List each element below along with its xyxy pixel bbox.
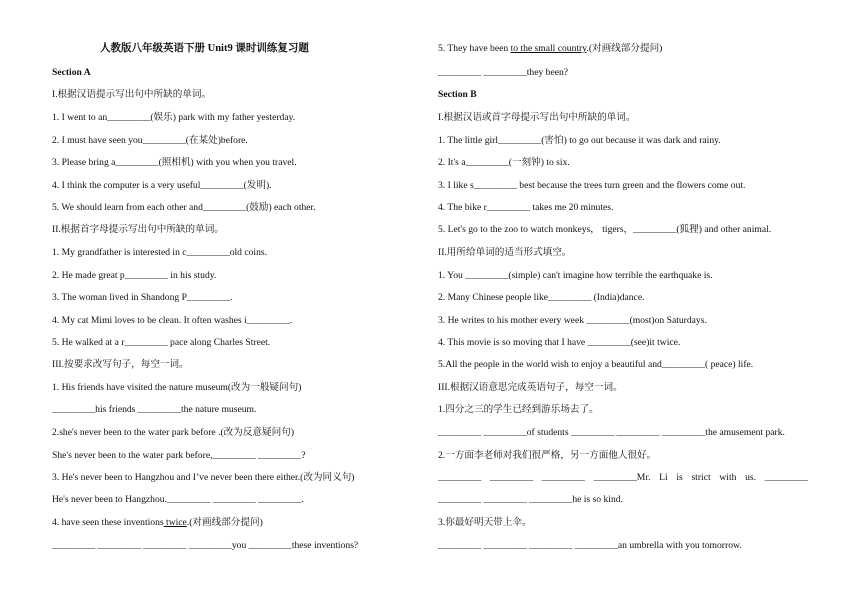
answer-token: _________: [438, 472, 482, 483]
question-line: 5. He walked at a r_________ pace along Charles Street.: [52, 337, 271, 348]
answer-token: is: [676, 472, 683, 483]
question-line: [52, 517, 263, 529]
question-line: 4. The bike r_________ takes me 20 minutes.: [438, 202, 614, 213]
answer-token: _________: [764, 472, 808, 483]
question-suffix: .(对画线部分提问): [586, 43, 663, 54]
answer-line: He's never been to Hangzhou._________ _________ _________.: [52, 494, 304, 505]
question-line: 3. He's never been to Hangzhou and I’ve never been there either.(改为同义句): [52, 472, 355, 483]
question-line: 5. Let's go to the zoo to watch monkeys， tigers，_________(狐狸) and other animal.: [438, 224, 772, 235]
question-line: 4. This movie is so moving that I have _________(see)it twice.: [438, 337, 681, 348]
question-line: 4. My cat Mimi loves to be clean. It often washes i_________.: [52, 315, 293, 326]
part3-heading: III.根据汉语意思完成英语句子，每空一词。: [438, 382, 623, 393]
question-line: 5.All the people in the world wish to enjoy a beautiful and_________( peace) life.: [438, 359, 754, 370]
question-line: [438, 43, 662, 55]
answer-token: us.: [745, 472, 757, 483]
question-line: 2.she's never been to the water park before .(改为反意疑问句): [52, 427, 295, 438]
question-line: 1. I went to an_________(娱乐) park with my father yesterday.: [52, 112, 296, 123]
part2-heading: II.根据首字母提示写出句中所缺的单词。: [52, 224, 224, 235]
question-line: 1. You _________(simple) can't imagine how terrible the earthquake is.: [438, 270, 713, 281]
question-line: 1.四分之三的学生已经到游乐场去了。: [438, 404, 599, 415]
question-suffix: .(对画线部分提问): [186, 517, 263, 528]
answer-line: _________ _________of students _________ _________ _________the amusement park.: [438, 427, 785, 438]
part3-heading: III.按要求改写句子，每空一词。: [52, 359, 189, 370]
worksheet-title: 人教版八年级英语下册 Unit9 课时训练复习题: [100, 43, 309, 54]
question-line: 4. I think the computer is a very useful_________(发明).: [52, 180, 272, 191]
question-line: 5. We should learn from each other and_________(鼓励) each other.: [52, 202, 316, 213]
question-line: 3. Please bring a_________(照相机) with you when you travel.: [52, 157, 297, 168]
question-line: 1. My grandfather is interested in c_________old coins.: [52, 247, 268, 258]
question-prefix: 5. They have been: [438, 43, 511, 54]
answer-line: _________ _________ _________ _________you _________these inventions?: [52, 540, 359, 551]
answer-line: _________ _________they been?: [438, 67, 569, 78]
answer-token: Li: [659, 472, 668, 483]
answer-line: _________ _________ _________ _________an umbrella with you tomorrow.: [438, 540, 742, 551]
question-line: 2. He made great p_________ in his study.: [52, 270, 217, 281]
question-line: 2.一方面李老师对我们很严格，另一方面他人很好。: [438, 450, 657, 461]
part1-heading: I.根据汉语提示写出句中所缺的单词。: [52, 89, 212, 100]
answer-token: _________: [541, 472, 585, 483]
section-b-heading: Section B: [438, 89, 477, 100]
question-line: 3. He writes to his mother every week _________(most)on Saturdays.: [438, 315, 707, 326]
question-prefix: 4. have seen these inventions: [52, 517, 164, 528]
answer-line: [438, 472, 808, 484]
question-line: 2. Many Chinese people like_________ (India)dance.: [438, 292, 645, 303]
answer-token: with: [719, 472, 737, 483]
answer-line: _________ _________ _________he is so kind.: [438, 494, 623, 505]
question-line: 3. I like s_________ best because the trees turn green and the flowers come out.: [438, 180, 746, 191]
part1-heading: I.根据汉语或首字母提示写出句中所缺的单词。: [438, 112, 636, 123]
answer-token: _________Mr.: [593, 472, 651, 483]
question-line: 3. The woman lived in Shandong P_________.: [52, 292, 233, 303]
question-line: 1. His friends have visited the nature museum(改为一般疑问句): [52, 382, 302, 393]
answer-line: She's never been to the water park before,_________ _________?: [52, 450, 306, 461]
underlined-phrase: twice: [163, 517, 187, 528]
part2-heading: II.用所给单词的适当形式填空。: [438, 247, 572, 258]
answer-token: strict: [691, 472, 711, 483]
section-a-heading: Section A: [52, 67, 91, 78]
answer-line: _________his friends _________the nature museum.: [52, 404, 257, 415]
question-line: 3.你最好明天带上伞。: [438, 517, 532, 528]
underlined-phrase: to the small country: [510, 43, 587, 54]
question-line: 1. The little girl_________(害怕) to go out because it was dark and rainy.: [438, 135, 721, 146]
answer-token: _________: [489, 472, 534, 483]
question-line: 2. It's a_________(一刻钟) to six.: [438, 157, 570, 168]
question-line: 2. I must have seen you_________(在某处)before.: [52, 135, 248, 146]
